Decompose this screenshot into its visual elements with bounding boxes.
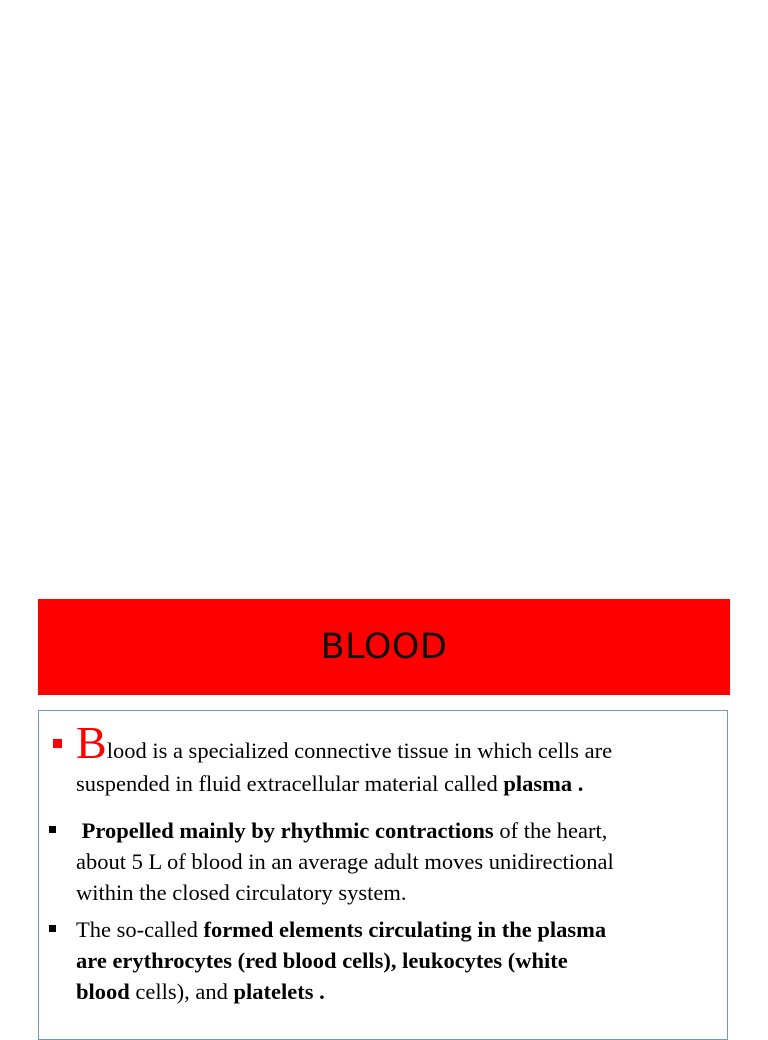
bullet-text xyxy=(76,914,606,1007)
content-box xyxy=(38,710,728,1040)
bullet-line xyxy=(76,945,606,976)
drop-cap-letter: B xyxy=(76,717,107,768)
slide-title: BLOOD xyxy=(320,627,448,667)
bullet-line xyxy=(76,717,613,768)
bullet-text xyxy=(76,815,614,908)
bullet-line xyxy=(76,914,606,945)
text-span: The so-called xyxy=(76,917,204,942)
square-bullet-icon xyxy=(49,925,56,932)
bullet-line xyxy=(76,976,606,1007)
text-span: lood is a specialized connective tissue in which cells are xyxy=(106,738,613,763)
red-square-bullet-icon xyxy=(53,739,62,748)
bold-term: platelets . xyxy=(233,979,325,1004)
bullet-line xyxy=(76,815,614,846)
title-banner xyxy=(38,599,730,695)
bold-term: Propelled mainly by rhythmic contractions xyxy=(81,818,494,843)
bold-term: formed elements circulating in the plasma xyxy=(203,917,607,942)
text-span: of the heart, xyxy=(493,818,608,843)
bold-term: are erythrocytes (red blood cells), leukocytes (white xyxy=(76,948,568,973)
text-span: suspended in fluid extracellular material called xyxy=(76,771,504,796)
bold-term: plasma . xyxy=(503,771,584,796)
square-bullet-icon xyxy=(49,826,56,833)
bullet-text xyxy=(76,717,613,799)
bullet-line xyxy=(76,768,612,799)
bullet-line: within the closed circulatory system. xyxy=(76,880,407,905)
bold-term: blood xyxy=(76,979,130,1004)
bullet-line: about 5 L of blood in an average adult moves unidirectional xyxy=(76,849,614,874)
text-span: cells), and xyxy=(129,979,234,1004)
